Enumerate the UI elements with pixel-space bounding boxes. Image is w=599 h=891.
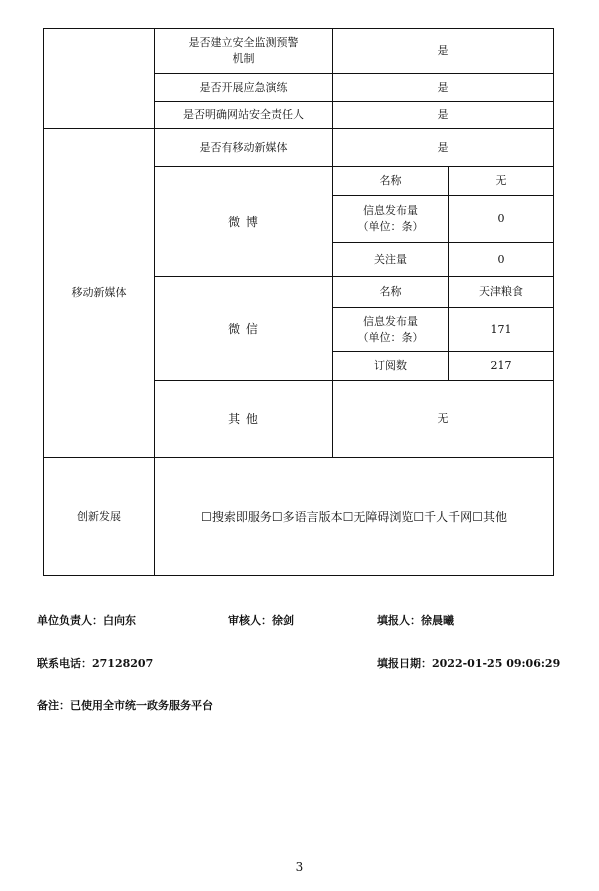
option-search-as-service[interactable] xyxy=(201,509,272,525)
option-multilingual[interactable] xyxy=(272,509,343,525)
section-innovation: 创新发展 xyxy=(77,509,121,523)
weibo-posts-label: 信息发布量 （单位：条） xyxy=(357,204,424,233)
value-monitoring-warning: 是 xyxy=(437,44,449,57)
weibo-name-label: 名称 xyxy=(379,174,402,187)
checkbox-icon[interactable]: ☐ xyxy=(201,509,212,524)
report-table xyxy=(43,28,554,576)
wechat-posts-label: 信息发布量 （单位：条） xyxy=(357,314,424,344)
option-personalized[interactable] xyxy=(413,509,472,525)
checkbox-icon[interactable]: ☐ xyxy=(342,509,354,524)
value-has-mobile-media: 是 xyxy=(437,140,449,154)
option-label: 多语言版本 xyxy=(282,509,343,524)
value-emergency-drill: 是 xyxy=(437,80,449,94)
value-security-owner: 是 xyxy=(437,108,449,121)
weibo-followers-label: 关注量 xyxy=(374,252,407,266)
note: 备注：已使用全市统一政务服务平台 xyxy=(37,699,213,712)
unit-head: 单位负责人：白向东 xyxy=(37,614,136,627)
wechat-label: 微 信 xyxy=(228,321,259,336)
item-emergency-drill: 是否开展应急演练 xyxy=(199,80,288,94)
other-media-label: 其 他 xyxy=(228,412,259,426)
filler: 填报人：徐晨曦 xyxy=(377,614,454,627)
table-border-bottom xyxy=(43,575,554,576)
wechat-subscribers-value: 217 xyxy=(490,359,512,372)
wechat-subscribers-label: 订阅数 xyxy=(374,359,407,372)
checkbox-icon[interactable]: ☐ xyxy=(472,509,483,524)
checkbox-icon[interactable]: ☐ xyxy=(413,509,425,524)
innovation-options xyxy=(155,458,553,575)
weibo-posts-value: 0 xyxy=(497,212,505,225)
item-monitoring-warning: 是否建立安全监测预警 机制 xyxy=(188,36,299,65)
weibo-followers-value: 0 xyxy=(497,252,505,266)
wechat-name-label: 名称 xyxy=(379,285,402,298)
option-label: 其他 xyxy=(482,509,507,524)
other-media-value: 无 xyxy=(437,412,449,425)
option-other[interactable] xyxy=(472,509,507,525)
page-number: 3 xyxy=(295,860,304,874)
fill-date: 填报日期：2022-01-25 09:06:29 xyxy=(377,657,561,670)
wechat-posts-value: 171 xyxy=(490,322,512,336)
option-label: 无障碍浏览 xyxy=(353,509,414,524)
weibo-name-value: 无 xyxy=(495,174,507,187)
checkbox-icon[interactable]: ☐ xyxy=(271,509,283,524)
option-label: 搜索即服务 xyxy=(211,509,272,524)
wechat-name-value: 天津粮食 xyxy=(479,285,523,298)
table-border-right xyxy=(553,28,554,576)
item-has-mobile-media: 是否有移动新媒体 xyxy=(199,140,288,154)
section-mobile-media: 移动新媒体 xyxy=(71,286,127,299)
option-accessibility[interactable] xyxy=(343,509,414,525)
weibo-label: 微 博 xyxy=(228,214,259,229)
contact-phone: 联系电话：27128207 xyxy=(37,657,154,670)
item-security-owner: 是否明确网站安全责任人 xyxy=(183,108,304,121)
option-label: 千人千网 xyxy=(424,509,473,524)
reviewer: 审核人：徐剑 xyxy=(228,614,294,627)
